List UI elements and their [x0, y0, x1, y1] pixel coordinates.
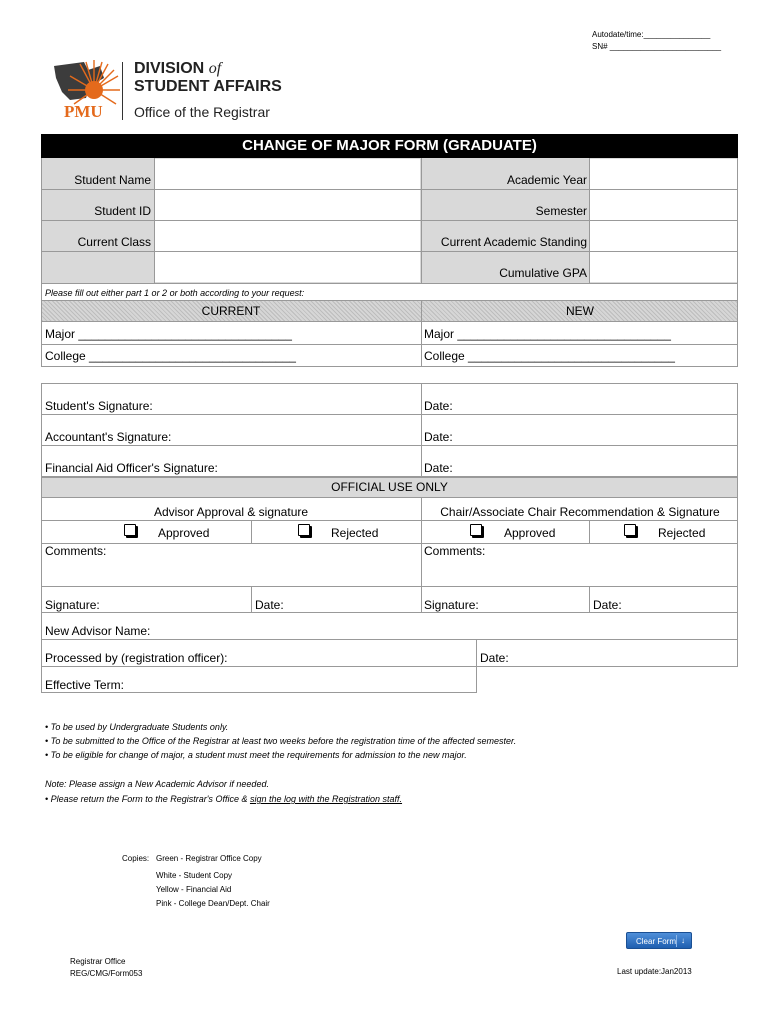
new-major-field[interactable]: Major ________________________________ — [424, 327, 671, 341]
grid-line — [421, 383, 422, 477]
new-advisor-label: New Advisor Name: — [45, 624, 151, 638]
copy-pink: Pink - College Dean/Dept. Chair — [156, 899, 270, 908]
semester-input[interactable] — [590, 190, 737, 220]
grid-line — [41, 445, 738, 446]
label-academic-standing: Current Academic Standing — [440, 235, 587, 249]
note-assign-advisor: Note: Please assign a New Academic Advisor if needed. — [45, 779, 269, 789]
logo-divider — [122, 62, 123, 120]
processed-by-label: Processed by (registration officer): — [45, 651, 228, 665]
note-bullet-4 — [45, 794, 402, 804]
grid-line — [589, 520, 590, 543]
grid-line — [154, 158, 155, 284]
note-bullet-1: • To be used by Undergraduate Students only. — [45, 722, 229, 732]
footer-last-update: Last update:Jan2013 — [617, 967, 692, 976]
extra-input[interactable] — [155, 252, 420, 282]
student-id-input[interactable] — [155, 190, 420, 220]
gpa-input[interactable] — [590, 252, 737, 282]
office-name: Office of the Registrar — [134, 104, 270, 120]
grid-line — [41, 520, 738, 521]
note-bullet-2: • To be submitted to the Office of the Registrar at least two weeks before the registration time of the affected semester. — [45, 736, 517, 746]
academic-year-input[interactable] — [590, 159, 737, 189]
copy-white: White - Student Copy — [156, 871, 233, 880]
grid-line — [41, 586, 738, 587]
clear-form-label: Clear Form — [636, 937, 677, 946]
label-current-class: Current Class — [77, 235, 151, 249]
grid-line — [476, 640, 477, 667]
advisor-rejected-checkbox[interactable] — [298, 524, 310, 536]
student-signature-label: Student's Signature: — [45, 399, 153, 413]
chair-approved-checkbox[interactable] — [470, 524, 482, 536]
division-of: of — [208, 60, 222, 77]
form-title: CHANGE OF MAJOR FORM (GRADUATE) — [242, 137, 537, 154]
label-cumulative-gpa: Cumulative GPA — [499, 266, 587, 280]
copy-green: Green - Registrar Office Copy — [156, 854, 262, 863]
division-title — [134, 60, 221, 78]
effective-term-label: Effective Term: — [45, 678, 124, 692]
new-college-field[interactable]: College _______________________________ — [424, 349, 675, 363]
label-student-name: Student Name — [74, 173, 151, 187]
advisor-approved-checkbox[interactable] — [124, 524, 136, 536]
grid-line — [589, 158, 590, 284]
copies-label: Copies: — [122, 854, 150, 863]
chair-date-label: Date: — [593, 598, 622, 612]
note-bullet-3: • To be eligible for change of major, a student must meet the requirements for admission to the new major. — [45, 750, 467, 760]
current-college-field[interactable]: College _______________________________ — [45, 349, 296, 363]
grid-line — [251, 520, 252, 543]
grid-line — [41, 283, 738, 284]
arrow-down-icon: ↓ — [676, 935, 689, 947]
footer-office: Registrar Office — [70, 957, 126, 966]
advisor-comments-label: Comments: — [45, 544, 107, 558]
note-bullet-4-text: • Please return the Form to the Registrar's Office & — [45, 794, 250, 804]
current-class-input[interactable] — [155, 221, 420, 251]
student-name-input[interactable] — [155, 159, 420, 189]
processed-date-label: Date: — [480, 651, 509, 665]
label-semester: Semester — [535, 204, 587, 218]
chair-rejected-label: Rejected — [658, 526, 706, 540]
advisor-header: Advisor Approval & signature — [153, 505, 309, 519]
new-header: NEW — [566, 304, 594, 318]
copy-yellow: Yellow - Financial Aid — [156, 885, 232, 894]
division-line2: STUDENT AFFAIRS — [134, 78, 282, 95]
chair-signature-label: Signature: — [424, 598, 479, 612]
grid-line — [41, 414, 738, 415]
chair-approved-label: Approved — [504, 526, 556, 540]
autodate-label: Autodate/time:_______________ — [592, 30, 711, 39]
grid-line — [41, 344, 738, 345]
footer-code: REG/CMG/Form053 — [70, 969, 143, 978]
chair-rejected-checkbox[interactable] — [624, 524, 636, 536]
grid-line — [41, 251, 738, 252]
advisor-signature-label: Signature: — [45, 598, 100, 612]
advisor-approved-label: Approved — [158, 526, 210, 540]
logo-text: PMU — [64, 102, 103, 121]
clear-form-button[interactable] — [626, 932, 692, 949]
accountant-signature-label: Accountant's Signature: — [45, 430, 172, 444]
grid-line — [41, 543, 738, 544]
chair-header: Chair/Associate Chair Recommendation & Signature — [440, 505, 720, 519]
pmu-logo — [50, 58, 120, 124]
grid-line — [251, 586, 252, 613]
grid-line — [589, 586, 590, 613]
grid-line — [41, 366, 738, 367]
academic-standing-input[interactable] — [590, 221, 737, 251]
student-date-label: Date: — [424, 399, 453, 413]
label-student-id: Student ID — [94, 204, 151, 218]
grid-line — [41, 189, 738, 190]
label-academic-year: Academic Year — [506, 173, 587, 187]
current-header: CURRENT — [201, 304, 261, 318]
sn-label: SN# _________________________ — [592, 42, 722, 51]
financial-aid-signature-label: Financial Aid Officer's Signature: — [45, 461, 218, 475]
financial-aid-date-label: Date: — [424, 461, 453, 475]
official-use-title: OFFICIAL USE ONLY — [331, 480, 448, 494]
accountant-date-label: Date: — [424, 430, 453, 444]
advisor-rejected-label: Rejected — [331, 526, 379, 540]
note-bullet-4-underlined: sign the log with the Registration staff. — [249, 794, 403, 804]
current-major-field[interactable]: Major ________________________________ — [45, 327, 292, 341]
grid-line — [737, 158, 738, 300]
instruction-text: Please fill out either part 1 or 2 or both according to your request: — [45, 288, 305, 298]
division-line1: DIVISION — [134, 60, 205, 77]
chair-comments-label: Comments: — [424, 544, 486, 558]
grid-line — [41, 220, 738, 221]
advisor-date-label: Date: — [255, 598, 284, 612]
